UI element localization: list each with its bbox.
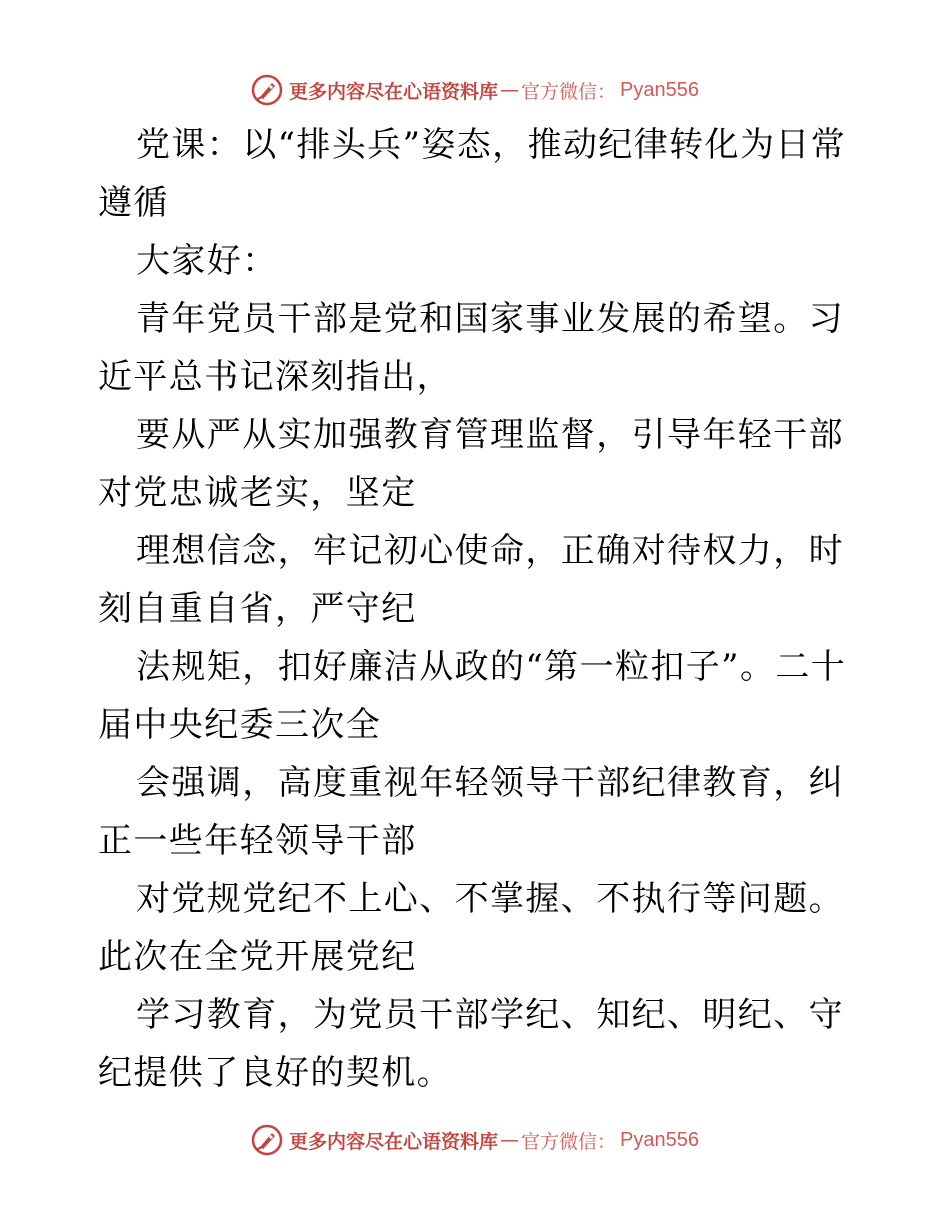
- watermark-wechat-id: Pyan556: [620, 1128, 699, 1151]
- watermark-header: [0, 70, 950, 110]
- watermark-wechat-id: Pyan556: [620, 78, 699, 101]
- watermark-site-name: 更多内容尽在心语资料库: [289, 80, 499, 103]
- watermark-wechat-label: 官方微信：: [521, 1130, 617, 1153]
- paragraph: 理想信念，牢记初心使命，正确对待权力，时刻自重自省，严守纪: [98, 531, 844, 629]
- paragraph: 对党规党纪不上心、不掌握、不执行等问题。此次在全党开展党纪: [98, 879, 844, 977]
- pen-nib-logo-icon: [251, 1124, 283, 1156]
- paragraph: 学习教育，为党员干部学纪、知纪、明纪、守纪提供了良好的契机。: [98, 995, 844, 1093]
- paragraph: 法规矩，扣好廉洁从政的“第一粒扣子”。二十届中央纪委三次全: [98, 647, 847, 745]
- document-body: [98, 116, 853, 1102]
- document-title: 党课：以“排头兵”姿态，推动纪律转化为日常遵循: [98, 125, 847, 223]
- watermark-dash: —: [500, 79, 520, 101]
- paragraph: 要从严从实加强教育管理监督，引导年轻干部对党忠诚老实，坚定: [98, 415, 844, 513]
- watermark-site-name: 更多内容尽在心语资料库: [289, 1130, 499, 1153]
- greeting: 大家好：: [136, 241, 278, 281]
- paragraph: 青年党员干部是党和国家事业发展的希望。习近平总书记深刻指出，: [98, 299, 844, 397]
- paragraph: 会强调，高度重视年轻领导干部纪律教育，纠正一些年轻领导干部: [98, 763, 844, 861]
- pen-nib-logo-icon: [251, 74, 283, 106]
- watermark-footer: [0, 1120, 950, 1160]
- watermark-dash: —: [500, 1129, 520, 1151]
- watermark-wechat-label: 官方微信：: [521, 80, 617, 103]
